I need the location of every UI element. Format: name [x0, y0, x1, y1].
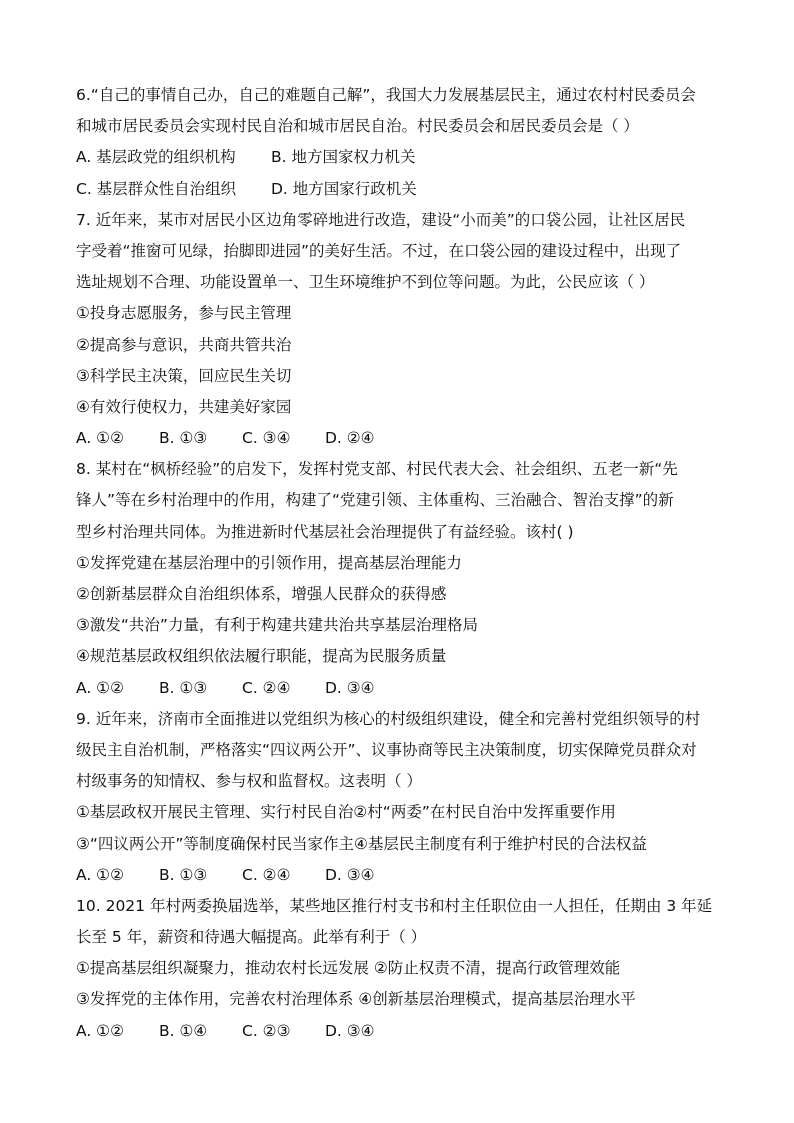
question-stem-line: 和城市居民委员会实现村民自治和城市居民自治。村民委员会和居民委员会是（ ） [76, 117, 639, 136]
option-row [76, 1016, 754, 1047]
option-row [76, 673, 754, 704]
option-row [76, 174, 754, 205]
option-d: D. 地方国家行政机关 [271, 179, 417, 198]
option-b: B. ①④ [159, 1021, 208, 1040]
option-d: D. ③④ [325, 1021, 375, 1040]
statement-item: ③“四议两公开”等制度确保村民当家作主④基层民主制度有利于维护村民的合法权益 [76, 834, 647, 853]
option-d: D. ②④ [325, 429, 375, 448]
statement-item: ④有效行使权力，共建美好家园 [76, 397, 292, 416]
question-stem-line: 长至 5 年，薪资和待遇大幅提高。此举有利于（ ） [76, 928, 427, 947]
option-a: A. ①② [76, 865, 124, 884]
option-row [76, 423, 754, 454]
question-stem-line: 字受着“推窗可见绿，抬脚即进园”的美好生活。不过，在口袋公园的建设过程中，出现了 [76, 241, 682, 260]
question-7 [76, 205, 754, 455]
statement-item: ①基层政权开展民主管理、实行村民自治②村“两委”在村民自治中发挥重要作用 [76, 803, 616, 822]
option-b: B. 地方国家权力机关 [271, 148, 416, 167]
option-c: C. ②④ [242, 678, 291, 697]
option-c: C. ③④ [242, 429, 291, 448]
option-b: B. ①③ [159, 429, 208, 448]
question-stem-line: 10. 2021 年村两委换届选举，某些地区推行村支书和村主任职位由一人担任，任期由 3 年延 [76, 896, 713, 915]
option-b: B. ①③ [159, 678, 208, 697]
statement-item: ②创新基层群众自治组织体系，增强人民群众的获得感 [76, 585, 447, 603]
option-d: D. ③④ [325, 678, 375, 697]
option-b: B. ①③ [159, 865, 208, 884]
statement-item: ②提高参与意识，共商共管共治 [76, 335, 292, 354]
option-d: D. ③④ [325, 865, 375, 884]
statement-item: ①投身志愿服务，参与民主管理 [76, 304, 292, 323]
question-stem-line: 7. 近年来，某市对居民小区边角零碎地进行改造，建设“小而美”的口袋公园，让社区居民 [76, 210, 686, 229]
option-row [76, 142, 754, 173]
question-9 [76, 704, 754, 891]
statement-item: ④规范基层政权组织依法履行职能，提高为民服务质量 [76, 647, 447, 666]
question-8 [76, 454, 754, 704]
statement-item: ③发挥党的主体作用，完善农村治理体系 ④创新基层治理模式，提高基层治理水平 [76, 990, 636, 1009]
question-stem-line: 8. 某村在“枫桥经验”的启发下，发挥村党支部、村民代表大会、社会组织、五老一新“先 [76, 460, 678, 479]
option-c: C. ②④ [242, 865, 291, 884]
option-a: A. ①② [76, 1021, 124, 1040]
option-c: C. 基层群众性自治组织 [76, 179, 237, 198]
question-stem-line: 6.“自己的事情自己办，自己的难题自己解”，我国大力发展基层民主，通过农村村民委员会 [76, 86, 696, 104]
question-6 [76, 80, 754, 205]
question-stem-line: 级民主自治机制，严格落实“四议两公开”、议事协商等民主决策制度，切实保障党员群众对 [76, 740, 697, 759]
option-a: A. 基层政党的组织机构 [76, 148, 236, 167]
option-a: A. ①② [76, 429, 124, 448]
option-a: A. ①② [76, 678, 124, 697]
option-row [76, 860, 754, 891]
question-10 [76, 891, 754, 1047]
statement-item: ③激发“共治”力量，有利于构建共建共治共享基层治理格局 [76, 616, 478, 635]
question-stem-line: 锋人”等在乡村治理中的作用，构建了“党建引领、主体重构、三治融合、智治支撑”的新 [76, 491, 674, 510]
question-stem-line: 选址规划不合理、功能设置单一、卫生环境维护不到位等问题。为此，公民应该（ ） [76, 273, 655, 292]
statement-item: ①提高基层组织凝聚力，推动农村长远发展 ②防止权责不清，提高行政管理效能 [76, 959, 621, 978]
statement-item: ①发挥党建在基层治理中的引领作用，提高基层治理能力 [76, 553, 462, 572]
statement-item: ③科学民主决策，回应民生关切 [76, 366, 292, 385]
question-stem-line: 村级事务的知情权、参与权和监督权。这表明（ ） [76, 772, 422, 791]
question-stem-line: 9. 近年来，济南市全面推进以党组织为核心的村级组织建设，健全和完善村党组织领导的村 [76, 709, 701, 728]
option-c: C. ②③ [242, 1021, 291, 1040]
question-stem-line: 型乡村治理共同体。为推进新时代基层社会治理提供了有益经验。该村( ) [76, 522, 574, 541]
